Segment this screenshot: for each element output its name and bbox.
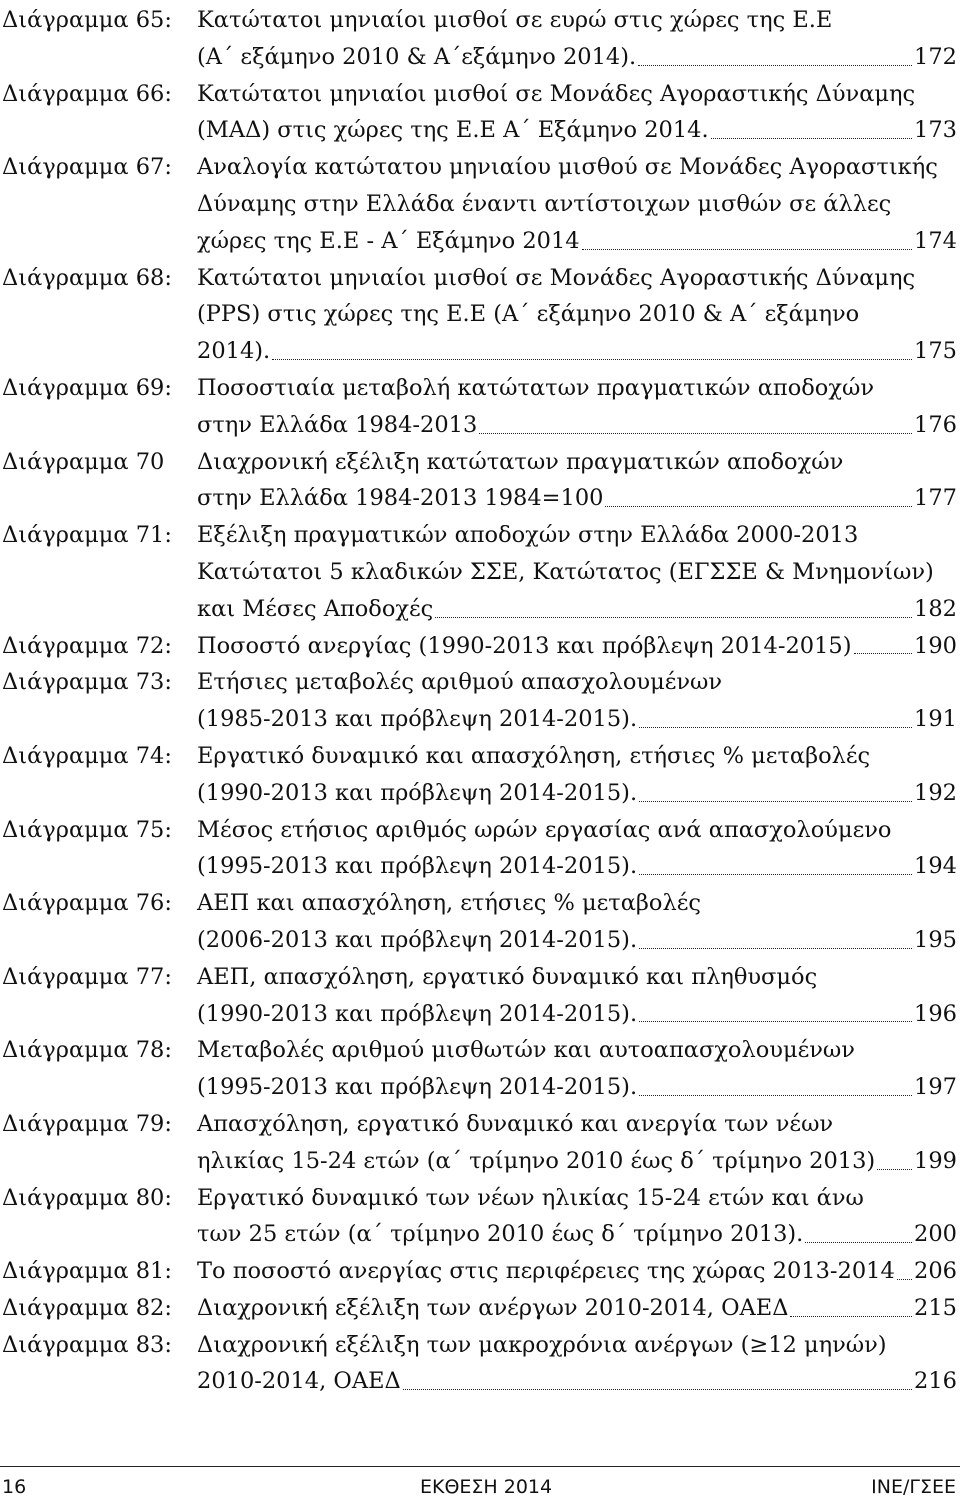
figure-label: Διάγραμμα 74: — [2, 742, 172, 769]
toc-entry — [2, 149, 957, 259]
caption-line: Ποσοστό ανεργίας (1990-2013 και πρόβλεψη 2014-2015) — [197, 632, 852, 659]
caption-line: 2014). — [197, 338, 271, 365]
figure-label: Διάγραμμα 70 — [2, 448, 165, 475]
dot-leader — [790, 1315, 912, 1317]
figure-label: Διάγραμμα 66: — [2, 80, 172, 107]
figure-label: Διάγραμμα 83: — [2, 1331, 172, 1358]
caption-last-line — [197, 628, 957, 665]
page-number: 199 — [914, 1147, 957, 1174]
caption-line: (1990-2013 και πρόβλεψη 2014-2015). — [197, 779, 638, 806]
page-number: 194 — [914, 853, 957, 880]
toc-entry — [2, 1290, 957, 1327]
footer-organization: ΙΝΕ/ΓΣΕΕ — [871, 1476, 956, 1498]
toc-entry — [2, 628, 957, 665]
figure-label: Διάγραμμα 79: — [2, 1110, 172, 1137]
figure-caption — [197, 628, 957, 665]
figure-label: Διάγραμμα 80: — [2, 1184, 172, 1211]
figure-caption — [197, 1290, 957, 1327]
page-number: 176 — [914, 411, 957, 438]
page-number: 206 — [914, 1258, 957, 1285]
caption-line: Διαχρονική εξέλιξη των ανέργων 2010-2014, ΟΑΕΔ — [197, 1294, 789, 1321]
page-number: 177 — [914, 485, 957, 512]
figure-label: Διάγραμμα 73: — [2, 669, 172, 696]
dot-leader — [272, 358, 912, 360]
toc-entry — [2, 738, 957, 812]
figure-label: Διάγραμμα 78: — [2, 1037, 172, 1064]
dot-leader — [711, 137, 912, 139]
caption-last-line — [197, 1290, 957, 1327]
page-number: 200 — [914, 1221, 957, 1248]
caption-line: Το ποσοστό ανεργίας στις περιφέρειες της χώρας 2013-2014 — [197, 1258, 895, 1285]
dot-leader — [877, 1168, 912, 1170]
caption-last-line — [197, 1069, 957, 1106]
figure-label: Διάγραμμα 72: — [2, 632, 172, 659]
caption-line: ΑΕΠ, απασχόληση, εργατικό δυναμικό και πληθυσμός — [197, 963, 818, 990]
footer-page-number: 16 — [2, 1476, 27, 1498]
caption-last-line — [197, 701, 957, 738]
dot-leader — [897, 1278, 912, 1280]
dot-leader — [639, 800, 912, 802]
toc-entry — [2, 2, 957, 76]
page-number: 182 — [914, 595, 957, 622]
caption-line: στην Ελλάδα 1984-2013 — [197, 411, 478, 438]
page-number: 196 — [914, 1000, 957, 1027]
page-number: 197 — [914, 1074, 957, 1101]
figure-caption — [197, 260, 957, 370]
page-number: 195 — [914, 926, 957, 953]
toc-entry — [2, 1032, 957, 1106]
caption-line: Ετήσιες μεταβολές αριθμού απασχολουμένων — [197, 669, 723, 696]
caption-line: Κατώτατοι 5 κλαδικών ΣΣΕ, Κατώτατος (ΕΓΣΣΕ & Μνημονίων) — [197, 558, 934, 585]
figure-caption — [197, 959, 957, 1033]
figure-caption — [197, 370, 957, 444]
toc-entry — [2, 444, 957, 518]
figure-caption — [197, 1032, 957, 1106]
figure-caption — [197, 76, 957, 150]
toc-entry — [2, 1106, 957, 1180]
dot-leader — [854, 652, 913, 654]
caption-line: ηλικίας 15-24 ετών (α΄ τρίμηνο 2010 έως δ΄ τρίμηνο 2013) — [197, 1147, 876, 1174]
caption-line: (1995-2013 και πρόβλεψη 2014-2015). — [197, 853, 638, 880]
dot-leader — [479, 432, 912, 434]
caption-line: Διαχρονική εξέλιξη κατώτατων πραγματικών αποδοχών — [197, 448, 844, 475]
page-number: 191 — [914, 706, 957, 733]
toc-entry — [2, 517, 957, 627]
toc-entry — [2, 1327, 957, 1401]
dot-leader — [403, 1388, 912, 1390]
figure-label: Διάγραμμα 81: — [2, 1258, 172, 1285]
caption-line: ΑΕΠ και απασχόληση, ετήσιες % μεταβολές — [197, 890, 701, 917]
caption-last-line — [197, 848, 957, 885]
figure-label: Διάγραμμα 68: — [2, 264, 172, 291]
caption-line: (1995-2013 και πρόβλεψη 2014-2015). — [197, 1074, 638, 1101]
caption-last-line — [197, 1253, 957, 1290]
caption-line: (2006-2013 και πρόβλεψη 2014-2015). — [197, 926, 638, 953]
caption-line: Ποσοστιαία μεταβολή κατώτατων πραγματικών αποδοχών — [197, 374, 875, 401]
dot-leader — [582, 248, 912, 250]
caption-last-line — [197, 112, 957, 149]
caption-line: Μεταβολές αριθμού μισθωτών και αυτοαπασχολουμένων — [197, 1037, 855, 1064]
caption-line: (PPS) στις χώρες της Ε.Ε (Α΄ εξάμηνο 2010 & Α΄ εξάμηνο — [197, 301, 860, 328]
page-number: 190 — [914, 632, 957, 659]
caption-last-line — [197, 1363, 957, 1400]
caption-line: (1990-2013 και πρόβλεψη 2014-2015). — [197, 1000, 638, 1027]
dot-leader — [638, 64, 912, 66]
figure-caption — [197, 885, 957, 959]
caption-line: (ΜΑΔ) στις χώρες της Ε.Ε Α΄ Εξάμηνο 2014. — [197, 117, 709, 144]
toc-entry — [2, 370, 957, 444]
page-number: 172 — [914, 43, 957, 70]
page-number: 173 — [914, 117, 957, 144]
dot-leader — [639, 947, 912, 949]
figure-caption — [197, 812, 957, 886]
toc-entry — [2, 885, 957, 959]
caption-line: Εργατικό δυναμικό των νέων ηλικίας 15-24 ετών και άνω — [197, 1184, 864, 1211]
dot-leader — [639, 1020, 912, 1022]
caption-line: Κατώτατοι μηνιαίοι μισθοί σε Μονάδες Αγοραστικής Δύναμης — [197, 264, 916, 291]
toc-entry — [2, 812, 957, 886]
page-number: 215 — [914, 1294, 957, 1321]
page-number: 175 — [914, 338, 957, 365]
dot-leader — [639, 1094, 912, 1096]
page-number: 216 — [914, 1368, 957, 1395]
caption-line: Εξέλιξη πραγματικών αποδοχών στην Ελλάδα 2000-2013 — [197, 522, 859, 549]
caption-line: 2010-2014, ΟΑΕΔ — [197, 1368, 401, 1395]
caption-line: Κατώτατοι μηνιαίοι μισθοί σε ευρώ στις χώρες της Ε.Ε — [197, 7, 833, 33]
caption-last-line — [197, 407, 957, 444]
figure-caption — [197, 517, 957, 627]
figure-caption — [197, 1253, 957, 1290]
caption-line: Διαχρονική εξέλιξη των μακροχρόνια ανέργων (≥12 μηνών) — [197, 1331, 887, 1358]
caption-last-line — [197, 1143, 957, 1180]
caption-last-line — [197, 39, 957, 76]
footer-report-title: ΕΚΘΕΣΗ 2014 — [420, 1476, 553, 1498]
caption-line: Κατώτατοι μηνιαίοι μισθοί σε Μονάδες Αγοραστικής Δύναμης — [197, 80, 916, 107]
caption-line: των 25 ετών (α΄ τρίμηνο 2010 έως δ΄ τρίμηνο 2013). — [197, 1221, 804, 1248]
caption-line: Μέσος ετήσιος αριθμός ωρών εργασίας ανά απασχολούμενο — [197, 816, 892, 843]
figure-caption — [197, 1106, 957, 1180]
caption-line: στην Ελλάδα 1984-2013 1984=100 — [197, 485, 604, 512]
figure-caption — [197, 149, 957, 259]
caption-last-line — [197, 1216, 957, 1253]
page-number: 174 — [914, 227, 957, 254]
figure-caption — [197, 444, 957, 518]
dot-leader — [605, 505, 912, 507]
figure-label: Διάγραμμα 67: — [2, 154, 172, 181]
caption-last-line — [197, 333, 957, 370]
caption-last-line — [197, 922, 957, 959]
figure-caption — [197, 1180, 957, 1254]
figure-caption — [197, 664, 957, 738]
caption-line: Απασχόληση, εργατικό δυναμικό και ανεργία των νέων — [197, 1110, 834, 1137]
figure-caption — [197, 738, 957, 812]
caption-last-line — [197, 775, 957, 812]
toc-entry — [2, 664, 957, 738]
toc-entry — [2, 959, 957, 1033]
page-number: 192 — [914, 779, 957, 806]
caption-last-line — [197, 223, 957, 260]
caption-last-line — [197, 591, 957, 628]
table-of-figures — [2, 2, 957, 1400]
caption-last-line — [197, 996, 957, 1033]
caption-line: Εργατικό δυναμικό και απασχόληση, ετήσιες % μεταβολές — [197, 742, 871, 769]
figure-label: Διάγραμμα 69: — [2, 374, 172, 401]
dot-leader — [639, 726, 912, 728]
figure-caption — [197, 1327, 957, 1401]
dot-leader — [435, 616, 912, 618]
caption-line: Αναλογία κατώτατου μηνιαίου μισθού σε Μονάδες Αγοραστικής — [197, 154, 938, 181]
figure-caption — [197, 2, 957, 76]
figure-label: Διάγραμμα 77: — [2, 963, 172, 990]
caption-line: Δύναμης στην Ελλάδα έναντι αντίστοιχων μισθών σε άλλες — [197, 190, 892, 217]
figure-label: Διάγραμμα 71: — [2, 522, 172, 549]
caption-line: (Α΄ εξάμηνο 2010 & Α΄εξάμηνο 2014). — [197, 43, 637, 70]
toc-entry — [2, 76, 957, 150]
toc-entry — [2, 260, 957, 370]
dot-leader — [805, 1241, 912, 1243]
figure-label: Διάγραμμα 65: — [2, 7, 172, 33]
footer-rule — [0, 1466, 960, 1467]
caption-line: και Μέσες Αποδοχές — [197, 595, 434, 622]
caption-line: (1985-2013 και πρόβλεψη 2014-2015). — [197, 706, 638, 733]
figure-label: Διάγραμμα 75: — [2, 816, 172, 843]
toc-entry — [2, 1180, 957, 1254]
caption-last-line — [197, 480, 957, 517]
caption-line: χώρες της Ε.Ε - Α΄ Εξάμηνο 2014 — [197, 227, 580, 254]
dot-leader — [639, 873, 912, 875]
toc-entry — [2, 1253, 957, 1290]
figure-label: Διάγραμμα 76: — [2, 890, 172, 917]
figure-label: Διάγραμμα 82: — [2, 1294, 172, 1321]
